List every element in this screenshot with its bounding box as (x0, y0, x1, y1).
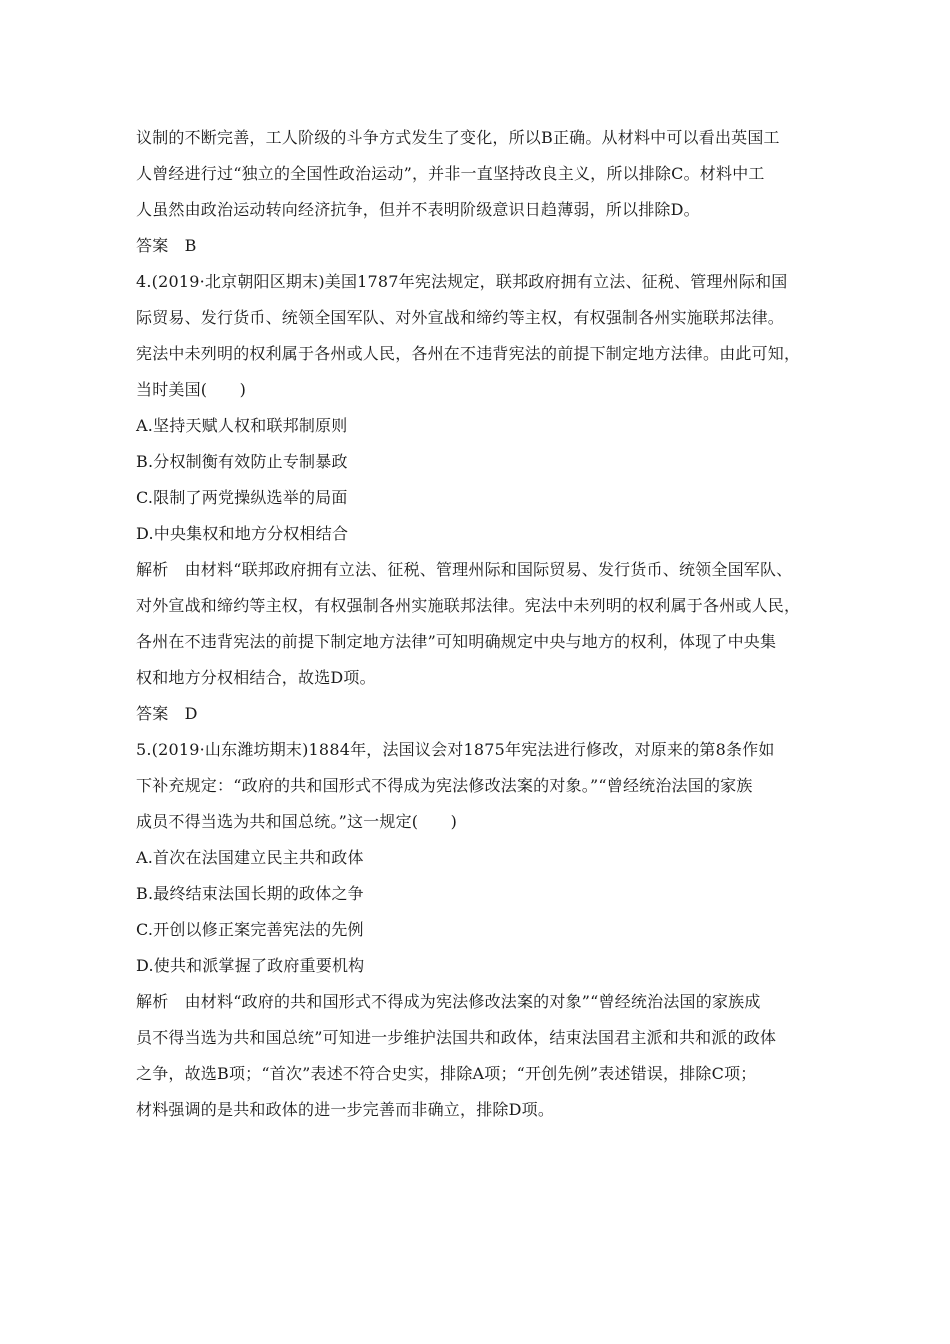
q4-stem-line-4: 当时美国( ) (136, 380, 247, 399)
q4-analysis-line-2: 对外宣战和缔约等主权，有权强制各州实施联邦法律。宪法中未列明的权利属于各州或人民， (136, 596, 801, 615)
q4-stem-line-3: 宪法中未列明的权利属于各州或人民，各州在不违背宪法的前提下制定地方法律。由此可知， (136, 344, 801, 363)
q4-analysis-line-4: 权和地方分权相结合，故选D项。 (136, 668, 376, 687)
q4-answer: 答案 D (136, 704, 198, 723)
q3-analysis-line-1: 议制的不断完善，工人阶级的斗争方式发生了变化，所以B正确。从材料中可以看出英国工 (136, 128, 780, 147)
q5-option-c: C.开创以修正案完善宪法的先例 (136, 920, 364, 939)
q4-option-b: B.分权制衡有效防止专制暴政 (136, 452, 348, 471)
q5-stem-line-1: 5.(2019·山东潍坊期末)1884年，法国议会对1875年宪法进行修改，对原来的第8条作如 (136, 740, 775, 759)
q5-option-d: D.使共和派掌握了政府重要机构 (136, 956, 365, 975)
q5-option-b: B.最终结束法国长期的政体之争 (136, 884, 364, 903)
q4-analysis-line-1: 解析 由材料“联邦政府拥有立法、征税、管理州际和国际贸易、发行货币、统领全国军队、 (136, 560, 793, 579)
q4-stem-line-1: 4.(2019·北京朝阳区期末)美国1787年宪法规定，联邦政府拥有立法、征税、管理州际和国 (136, 272, 788, 291)
q4-stem-line-2: 际贸易、发行货币、统领全国军队、对外宣战和缔约等主权，有权强制各州实施联邦法律。 (136, 308, 785, 327)
q4-analysis-line-3: 各州在不违背宪法的前提下制定地方法律”可知明确规定中央与地方的权利，体现了中央集 (136, 632, 777, 651)
q5-analysis-line-1: 解析 由材料“政府的共和国形式不得成为宪法修改法案的对象”“曾经统治法国的家族成 (136, 992, 761, 1011)
q5-analysis-line-2: 员不得当选为共和国总统”可知进一步维护法国共和政体，结束法国君主派和共和派的政体 (136, 1028, 777, 1047)
q5-stem-line-2: 下补充规定：“政府的共和国形式不得成为宪法修改法案的对象。”“曾经统治法国的家族 (136, 776, 753, 795)
q5-analysis-line-4: 材料强调的是共和政体的进一步完善而非确立，排除D项。 (136, 1100, 555, 1119)
q5-analysis-line-3: 之争，故选B项；“首次”表述不符合史实，排除A项；“开创先例”表述错误，排除C项； (136, 1064, 757, 1083)
q5-stem-line-3: 成员不得当选为共和国总统。”这一规定( ) (136, 812, 458, 831)
q3-analysis-line-3: 人虽然由政治运动转向经济抗争，但并不表明阶级意识日趋薄弱，所以排除D。 (136, 200, 700, 219)
q4-option-d: D.中央集权和地方分权相结合 (136, 524, 349, 543)
q3-answer: 答案 B (136, 236, 197, 255)
document-page (136, 120, 826, 1128)
q5-option-a: A.首次在法国建立民主共和政体 (136, 848, 364, 867)
q4-option-c: C.限制了两党操纵选举的局面 (136, 488, 348, 507)
q3-analysis-line-2: 人曾经进行过“独立的全国性政治运动”，并非一直坚持改良主义，所以排除C。材料中工 (136, 164, 765, 183)
q4-option-a: A.坚持天赋人权和联邦制原则 (136, 416, 348, 435)
